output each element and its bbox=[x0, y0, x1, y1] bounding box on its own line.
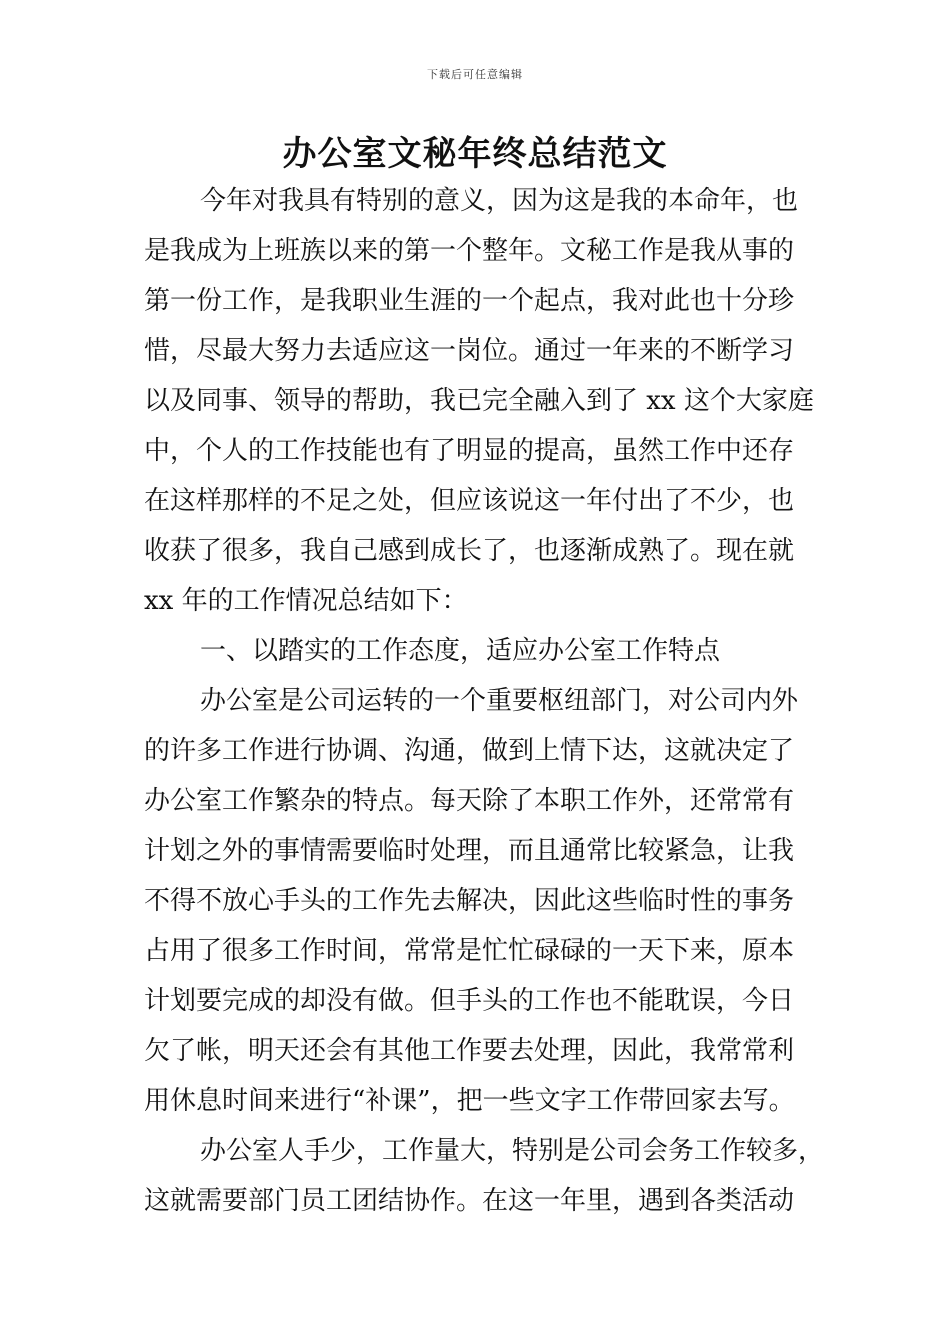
text-line: 办公室人手少，工作量大，特别是公司会务工作较多， bbox=[200, 1136, 825, 1166]
text-line: 办公室工作繁杂的特点。每天除了本职工作外，还常常有 bbox=[144, 786, 795, 816]
section-heading bbox=[144, 626, 826, 676]
text-line: 欠了帐，明天还会有其他工作要去处理，因此，我常常利 bbox=[144, 1036, 795, 1066]
text-line: 今年对我具有特别的意义，因为这是我的本命年，也 bbox=[200, 186, 799, 216]
paragraph-teamwork bbox=[144, 1126, 826, 1226]
section-heading-text: 一、以踏实的工作态度，适应办公室工作特点 bbox=[200, 636, 721, 666]
text-line: 的许多工作进行协调、沟通，做到上情下达，这就决定了 bbox=[144, 736, 795, 766]
text-line: 办公室是公司运转的一个重要枢纽部门，对公司内外 bbox=[200, 686, 799, 716]
text-line: 惜，尽最大努力去适应这一岗位。通过一年来的不断学习 bbox=[144, 336, 795, 366]
text-line: 计划要完成的却没有做。但手头的工作也不能耽误，今日 bbox=[144, 986, 795, 1016]
text-line: 用休息时间来进行“补课”，把一些文字工作带回家去写。 bbox=[144, 1086, 795, 1116]
text-line: 这就需要部门员工团结协作。在这一年里，遇到各类活动 bbox=[144, 1186, 795, 1216]
text-line: 在这样那样的不足之处，但应该说这一年付出了不少，也 bbox=[144, 486, 795, 516]
text-line: xx 年的工作情况总结如下： bbox=[144, 586, 468, 616]
text-line: 以及同事、领导的帮助，我已完全融入到了 xx 这个大家庭 bbox=[144, 386, 814, 416]
text-line: 不得不放心手头的工作先去解决，因此这些临时性的事务 bbox=[144, 886, 795, 916]
text-line: 中，个人的工作技能也有了明显的提高，虽然工作中还存 bbox=[144, 436, 795, 466]
text-line: 第一份工作，是我职业生涯的一个起点，我对此也十分珍 bbox=[144, 286, 795, 316]
text-line: 收获了很多，我自己感到成长了，也逐渐成熟了。现在就 bbox=[144, 536, 795, 566]
page-title: 办公室文秘年终总结范文 bbox=[282, 134, 668, 174]
header-note: 下载后可任意编辑 bbox=[427, 68, 523, 81]
text-line: 计划之外的事情需要临时处理，而且通常比较紧急，让我 bbox=[144, 836, 795, 866]
document-body bbox=[144, 176, 826, 1226]
paragraph-office-work bbox=[144, 676, 826, 1126]
text-line: 是我成为上班族以来的第一个整年。文秘工作是我从事的 bbox=[144, 236, 795, 266]
text-line: 占用了很多工作时间，常常是忙忙碌碌的一天下来，原本 bbox=[144, 936, 795, 966]
paragraph-intro bbox=[144, 176, 826, 626]
